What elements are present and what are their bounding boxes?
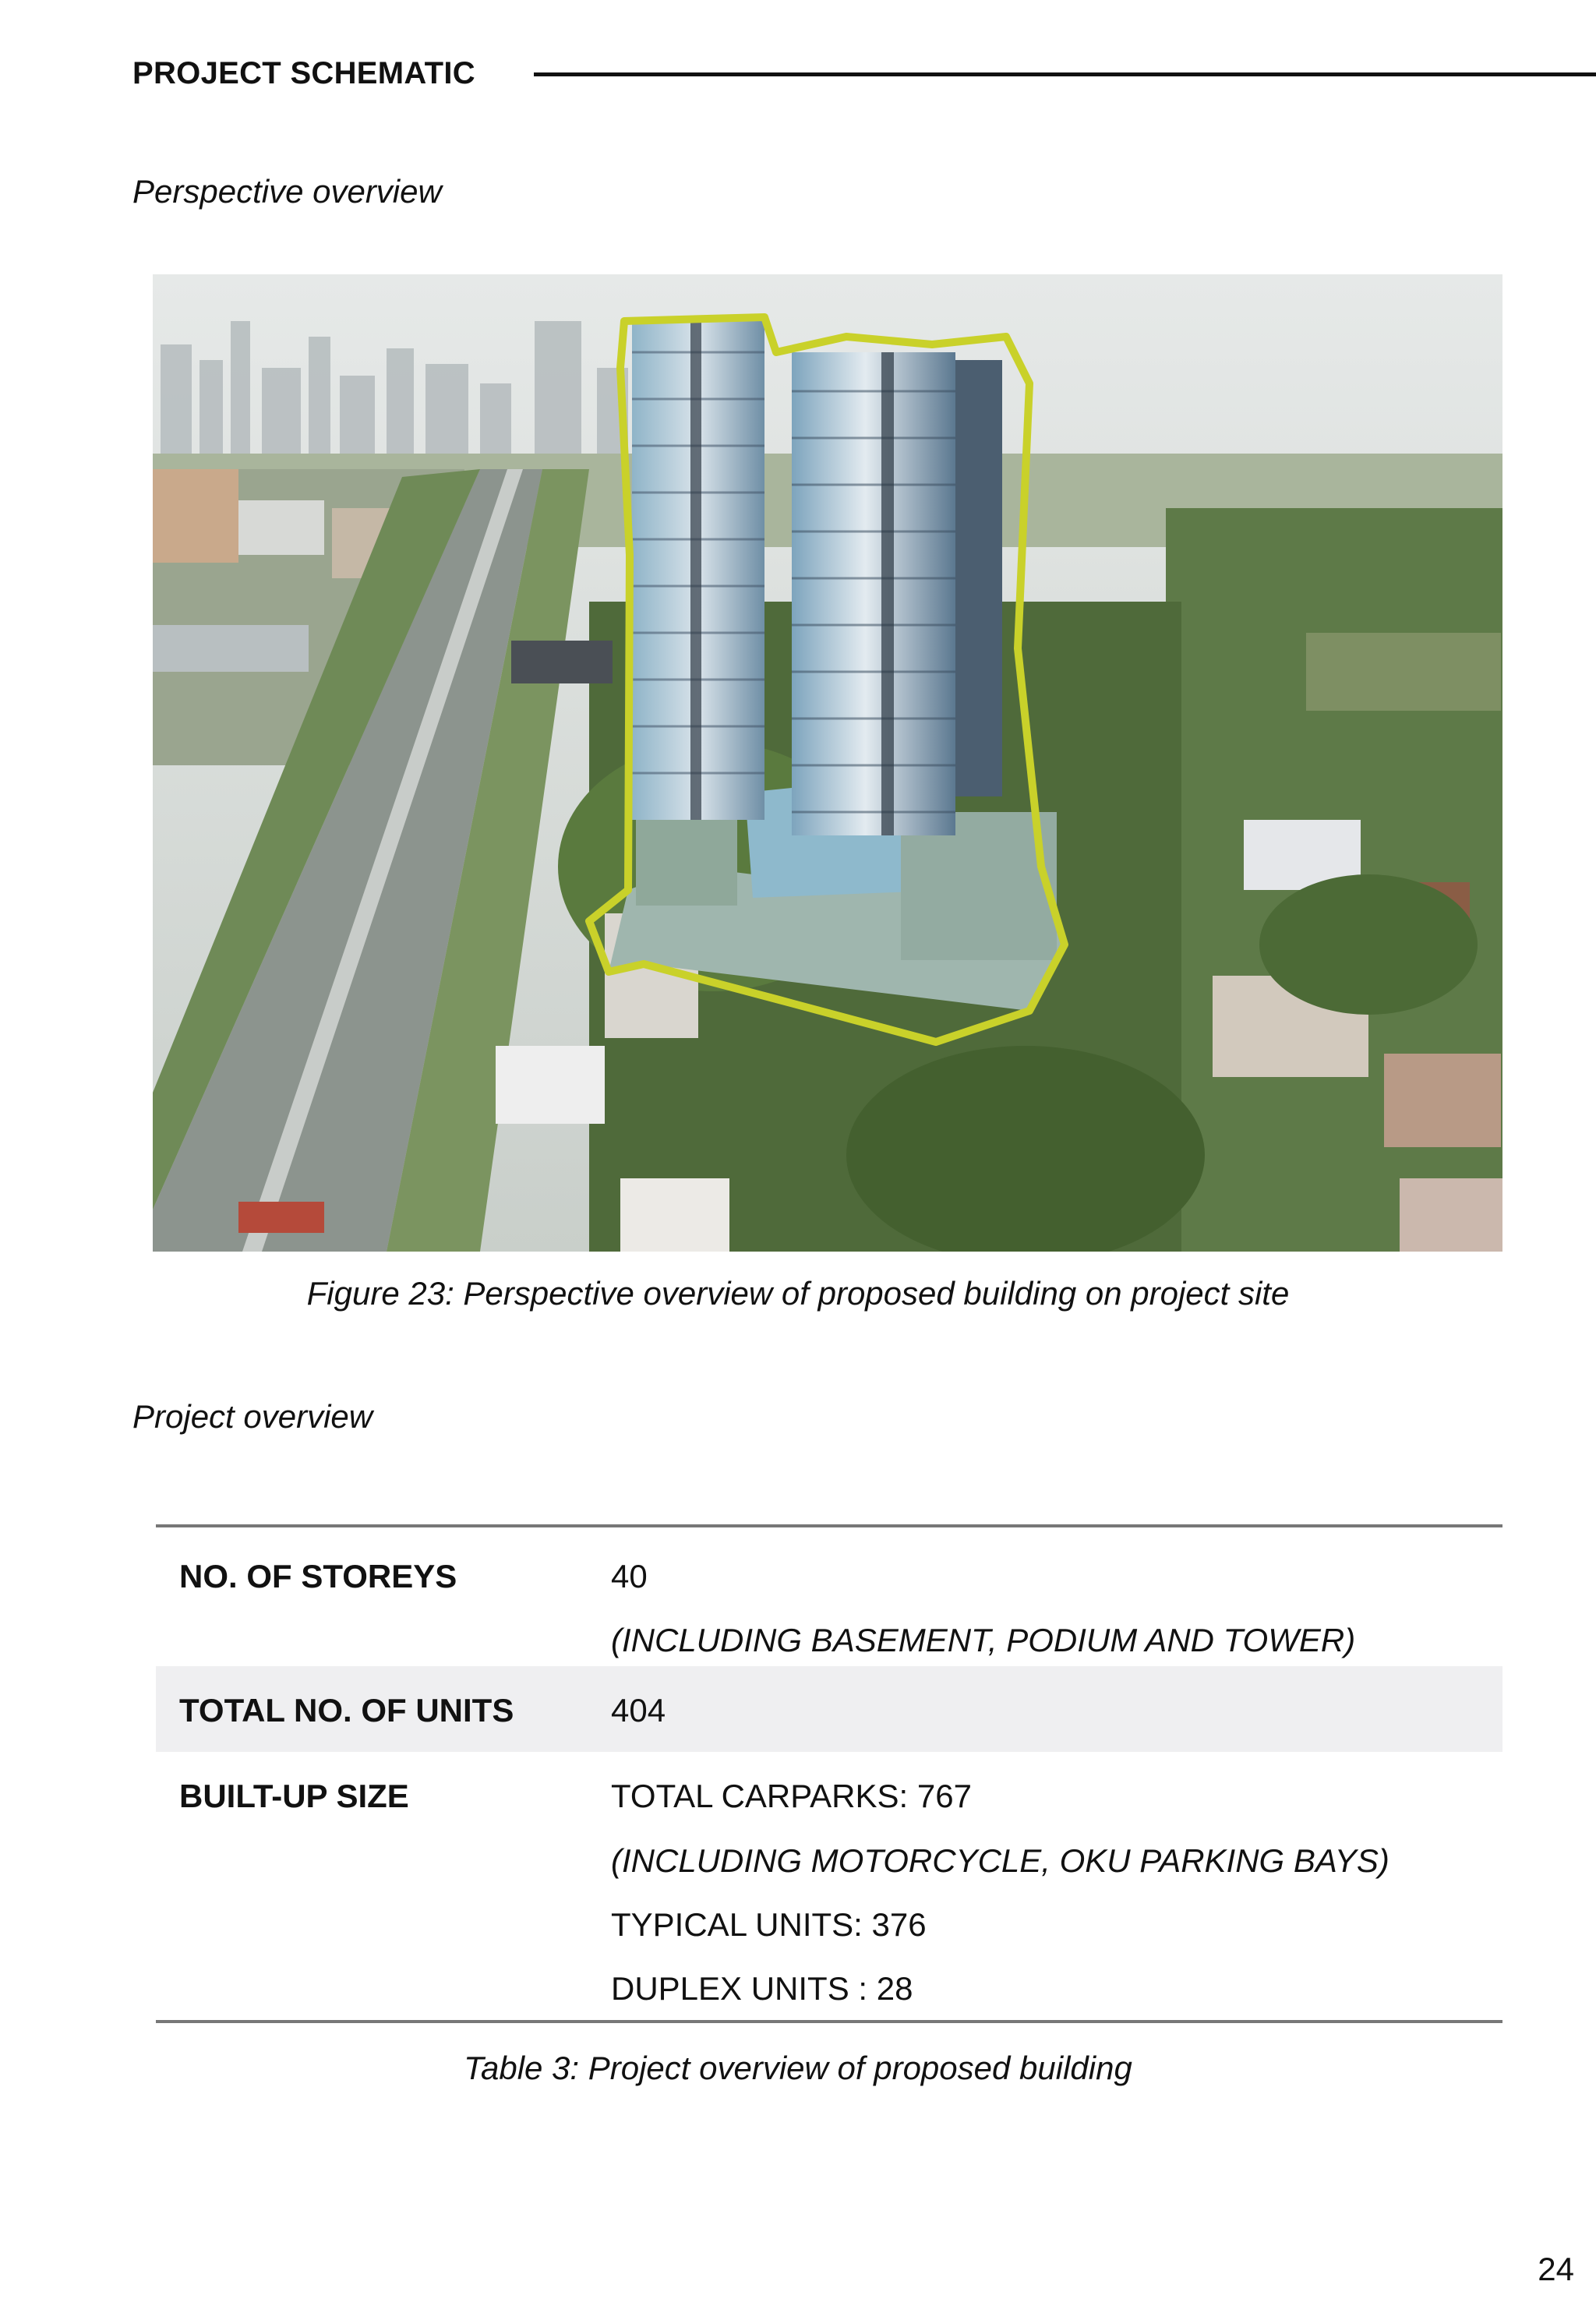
perspective-subheading: Perspective overview [132, 173, 442, 210]
row-label: TOTAL NO. OF UNITS [179, 1692, 514, 1729]
page-number: 24 [1538, 2251, 1574, 2287]
row-value: 404 [611, 1692, 666, 1729]
table-row-built-up-size [156, 1752, 1502, 2020]
project-overview-subheading: Project overview [132, 1398, 373, 1435]
row-value: TOTAL CARPARKS: 767 [611, 1778, 972, 1814]
table-row-units [156, 1666, 1502, 1752]
table-bottom-rule [156, 2020, 1502, 2023]
row-value-note: (INCLUDING MOTORCYCLE, OKU PARKING BAYS) [611, 1842, 1389, 1879]
table-caption: Table 3: Project overview of proposed building [464, 2050, 1132, 2086]
figure-caption: Figure 23: Perspective overview of proposed building on project site [306, 1275, 1290, 1312]
perspective-rendering-image [153, 274, 1502, 1252]
row-value-note: (INCLUDING BASEMENT, PODIUM AND TOWER) [611, 1622, 1356, 1658]
row-label: BUILT-UP SIZE [179, 1778, 409, 1814]
project-overview-table [156, 1524, 1502, 2023]
row-value: DUPLEX UNITS : 28 [611, 1970, 913, 2007]
section-title: PROJECT SCHEMATIC [132, 56, 475, 90]
row-label: NO. OF STOREYS [179, 1558, 457, 1594]
page-header [132, 56, 1596, 92]
header-rule [534, 72, 1596, 76]
table-row-storeys [156, 1527, 1502, 1666]
row-value: TYPICAL UNITS: 376 [611, 1906, 927, 1943]
row-value: 40 [611, 1558, 648, 1594]
